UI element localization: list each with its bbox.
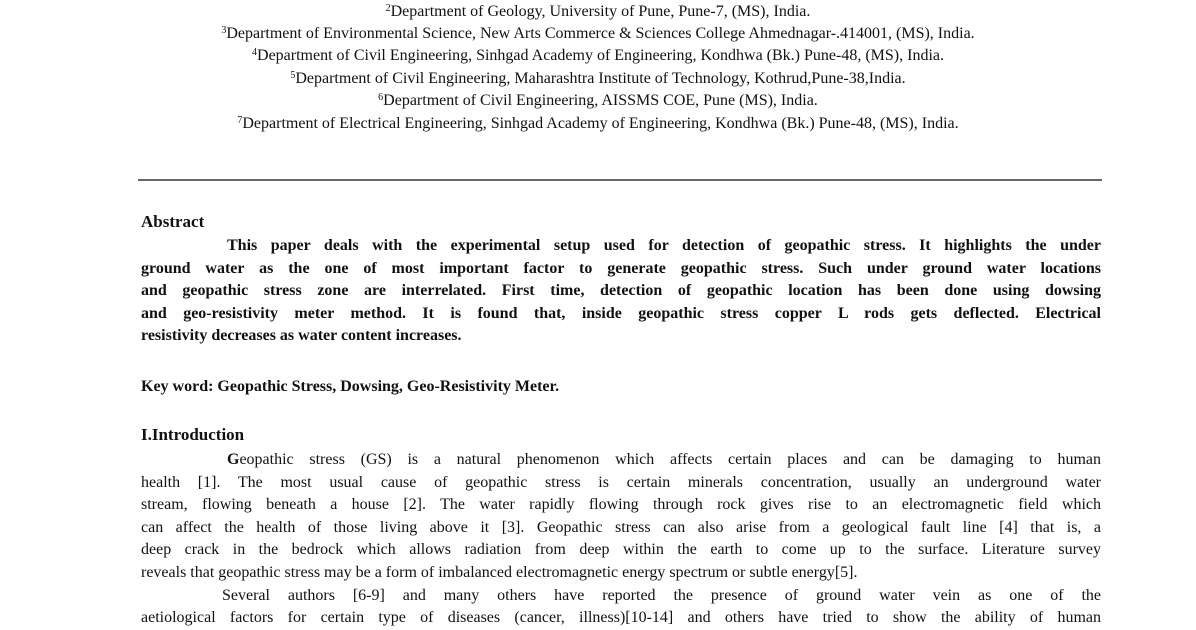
introduction-body xyxy=(141,449,1101,630)
abstract-line: ground water as the one of most important factor to generate geopathic stress. Such under ground water locations xyxy=(141,259,1101,277)
introduction-line-text: eopathic stress (GS) is a natural phenomenon which affects certain places and can be damaging to human xyxy=(239,451,1101,468)
affiliation-4 xyxy=(0,46,1196,66)
introduction-line: aetiological factors for certain type of diseases (cancer, illness)[10-14] and others have tried to show the ability of human xyxy=(141,609,1101,627)
introduction-line: stream, flowing beneath a house [2]. The water rapidly flowing through rock gives rise to an electromagnetic field which xyxy=(141,496,1101,514)
abstract-body xyxy=(141,235,1101,348)
affiliation-text: Department of Civil Engineering, Sinhgad Academy of Engineering, Kondhwa (Bk.) Pune-48, (MS), India. xyxy=(257,47,944,64)
abstract-line: and geopathic stress zone are interrelated. First time, detection of geopathic location has been done using dowsing xyxy=(141,282,1101,299)
affiliation-mark: 6 xyxy=(378,92,384,103)
affiliation-mark: 5 xyxy=(290,70,296,81)
abstract-heading: Abstract xyxy=(141,212,205,231)
affiliation-5 xyxy=(0,69,1196,89)
introduction-line: health [1]. The most usual cause of geopathic stress is certain minerals concentration, usually an underground water xyxy=(141,473,1101,491)
keywords: Key word: Geopathic Stress, Dowsing, Geo-Resistivity Meter. xyxy=(141,378,560,395)
introduction-line xyxy=(141,449,1101,472)
affiliation-7 xyxy=(0,114,1196,134)
affiliation-6 xyxy=(0,91,1196,111)
affiliation-mark: 4 xyxy=(252,47,258,58)
introduction-heading: I.Introduction xyxy=(141,425,245,444)
abstract-line: resistivity decreases as water content increases. xyxy=(141,327,462,344)
affiliation-mark: 7 xyxy=(237,115,243,126)
affiliation-mark: 3 xyxy=(221,25,227,36)
introduction-line: can affect the health of those living above it [3]. Geopathic stress can also arise from a geological fault line [4] that is, a xyxy=(141,518,1101,536)
affiliation-text: Department of Civil Engineering, AISSMS COE, Pune (MS), India. xyxy=(383,92,818,109)
affiliation-mark: 2 xyxy=(385,3,391,14)
section-divider xyxy=(138,179,1102,181)
abstract-line: and geo-resistivity meter method. It is found that, inside geopathic stress copper L rods gets deflected. Electrical xyxy=(141,304,1101,322)
affiliation-text: Department of Electrical Engineering, Sinhgad Academy of Engineering, Kondhwa (Bk.) Pune-48, (MS), India. xyxy=(242,115,959,132)
introduction-line: Several authors [6-9] and many others have reported the presence of ground water vein as one of the xyxy=(222,586,1101,604)
affiliation-text: Department of Civil Engineering, Maharashtra Institute of Technology, Kothrud,Pune-38,India. xyxy=(295,70,906,87)
affiliation-text: Department of Geology, University of Pune, Pune-7, (MS), India. xyxy=(390,3,811,20)
drop-cap: G xyxy=(227,451,240,468)
abstract-line: This paper deals with the experimental setup used for detection of geopathic stress. It highlights the under xyxy=(227,237,1101,254)
affiliation-2 xyxy=(0,2,1196,22)
affiliation-3 xyxy=(0,24,1196,44)
introduction-line: reveals that geopathic stress may be a form of imbalanced electromagnetic energy spectrum or subtle energy[5]. xyxy=(141,563,858,581)
introduction-line: deep crack in the bedrock which allows radiation from deep within the earth to come up to the surface. Literature survey xyxy=(141,541,1101,559)
affiliation-text: Department of Environmental Science, New Arts Commerce & Sciences College Ahmednagar-.414001, (MS), India. xyxy=(226,25,975,42)
